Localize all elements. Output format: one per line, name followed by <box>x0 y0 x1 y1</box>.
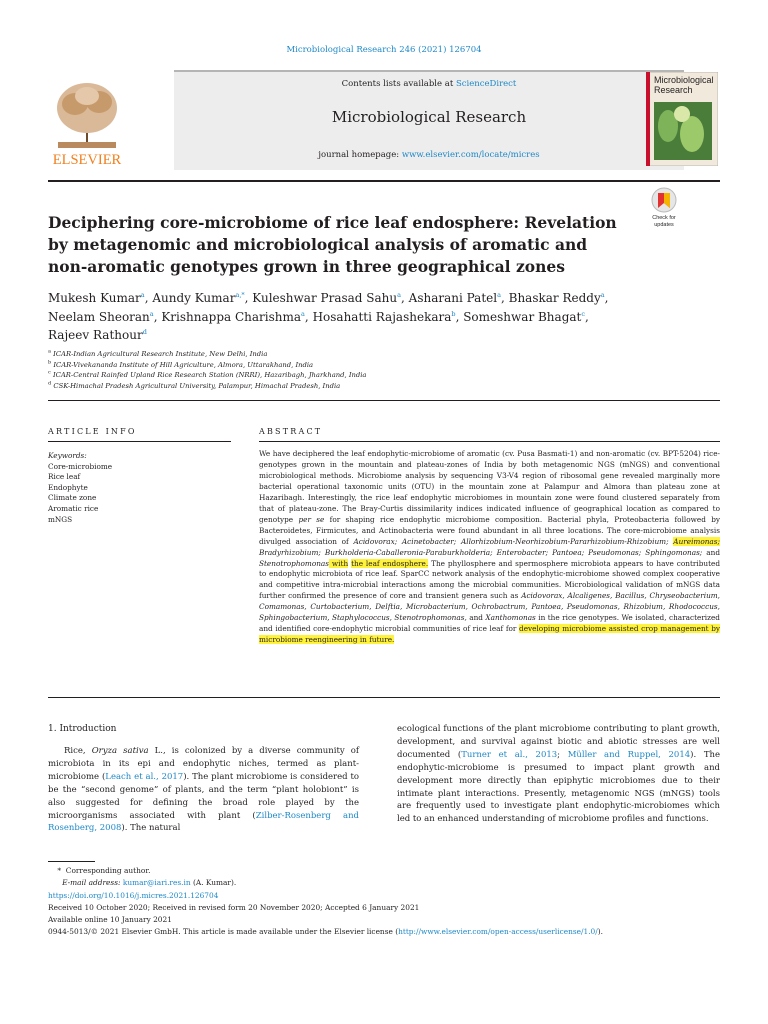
reference-link[interactable]: Müller and Ruppel, 2014 <box>567 749 691 760</box>
keywords-label: Keywords: <box>48 451 87 460</box>
contents-prefix: Contents lists available at <box>341 79 456 89</box>
bookmark-icon <box>652 188 676 212</box>
highlight-annotation: the leaf endosphere. <box>351 558 429 568</box>
author[interactable]: Hosahatti Rajashekara$^b$, <box>312 309 464 324</box>
intro-left-column: Rice, Oryza sativa L., is colonized by a diverse community of microbiota in its epi and endophytic niches, termed as plant-microbiome (Leach et al., 2017). The plant microbiome is considered to be the “second genome” of plants, and the term “plant holobiont” is also suggested for defining the broad role played by the microorganisms associated with plant (Zilber-Rosenberg and Rosenberg, 2008). The natural <box>48 746 359 834</box>
author[interactable]: Mukesh Kumar$^a$, <box>48 291 153 305</box>
footnote-rule <box>48 861 95 862</box>
cover-title-line1: Microbiological <box>654 75 714 85</box>
check-updates-label-1: Check for <box>652 215 676 221</box>
elsevier-logo[interactable] <box>48 72 126 166</box>
cover-title-line2: Research <box>654 85 693 95</box>
sciencedirect-link[interactable]: ScienceDirect <box>455 79 517 89</box>
affiliation: $^b$ ICAR-Vivekananda Institute of Hill Agriculture, Almora, Uttarakhand, India <box>48 359 314 369</box>
homepage-prefix: journal homepage: <box>318 150 402 160</box>
highlight-annotation: developing microbiome assisted crop management by microbiome reengineering in future. <box>259 624 720 645</box>
available-online: Available online 10 January 2021 <box>48 915 172 925</box>
author-list <box>48 289 678 345</box>
keyword: mNGS <box>48 514 73 524</box>
author[interactable]: Aundy Kumar$^{a,*}$, <box>152 291 253 305</box>
email-link[interactable]: kumar@iari.res.in <box>122 878 191 888</box>
journal-cover[interactable] <box>646 72 718 166</box>
reference-link[interactable]: Zilber-Rosenberg and Rosenberg, 2008 <box>48 810 359 834</box>
abstract-rule <box>259 441 720 442</box>
keyword: Endophyte <box>48 482 88 492</box>
author[interactable]: Kuleshwar Prasad Sahu$^a$, <box>252 291 409 305</box>
abstract-heading: ABSTRACT <box>259 427 323 436</box>
journal-title: Microbiological Research <box>331 108 527 126</box>
keywords-block <box>48 451 231 525</box>
keyword: Climate zone <box>48 493 97 503</box>
section-divider <box>48 400 720 401</box>
abstract-bottom-divider <box>48 697 720 698</box>
journal-header <box>48 70 720 168</box>
check-for-updates-badge[interactable] <box>642 186 686 230</box>
affiliation: $^a$ ICAR-Indian Agricultural Research Institute, New Delhi, India <box>48 348 268 358</box>
affiliation-list <box>48 349 648 391</box>
homepage-line <box>174 150 684 160</box>
elsevier-wordmark: ELSEVIER <box>52 152 122 166</box>
reference-link[interactable]: Leach et al., 2017 <box>105 771 184 782</box>
author[interactable]: Bhaskar Reddy$^a$, <box>508 291 609 305</box>
keyword: Rice leaf <box>48 472 81 482</box>
article-info-heading: ARTICLE INFO <box>48 427 137 436</box>
highlight-annotation: with <box>329 558 349 568</box>
homepage-link[interactable]: www.elsevier.com/locate/micres <box>401 150 540 160</box>
article-info-rule <box>48 441 231 442</box>
author[interactable]: Krishnappa Charishma$^a$, <box>161 309 313 324</box>
footnotes <box>48 865 720 939</box>
highlight-annotation: Aureimonas; <box>673 536 720 546</box>
intro-right-column: ecological functions of the plant microbiome contributing to plant growth, development, and survival against biotic and abiotic stresses are well documented (Turner et al., 2013; Müller and Ruppel, 2014). The endophytic-microbiome is presumed to impact plant growth and development more directly than epiphytic microbiomes due to their intimate plant interactions. Presently, metagenomic NGS (mNGS) tools are frequently used to investigate plant endophytic-microbiomes which led to an enhanced understanding of microbiome profiles and functions. <box>397 724 720 825</box>
author[interactable]: Neelam Sheoran$^a$, <box>48 309 162 324</box>
author[interactable]: Asharani Patel$^a$, <box>408 291 509 305</box>
author[interactable]: Someshwar Bhagat$^c$, <box>463 309 589 324</box>
license-note: 0944-5013/© 2021 Elsevier GmbH. This article is made available under the Elsevier license (http://www.elsevier.com/open-access/userlicense/1.0/). <box>48 927 603 937</box>
journal-citation[interactable]: Microbiological Research 246 (2021) 126704 <box>286 45 482 55</box>
reference-link[interactable]: Turner et al., 2013 <box>461 749 558 760</box>
license-link[interactable]: http://www.elsevier.com/open-access/userlicense/1.0/ <box>398 927 598 937</box>
article-title: Deciphering core-microbiome of rice leaf endosphere: Revelation by metagenomic and microbiological analysis of aromatic and non-aromatic genotypes grown in three geographical zones <box>48 213 617 276</box>
keyword: Core-microbiome <box>48 461 113 471</box>
affiliation: $^d$ CSK-Himachal Pradesh Agricultural University, Palampur, Himachal Pradesh, India <box>48 380 341 390</box>
email-note: E-mail address: kumar@iari.res.in (A. Kumar). <box>62 878 237 888</box>
intro-heading: 1. Introduction <box>48 724 117 734</box>
doi-link[interactable]: https://doi.org/10.1016/j.micres.2021.126704 <box>48 890 219 900</box>
contents-line <box>174 79 684 89</box>
received-dates: Received 10 October 2020; Received in revised form 20 November 2020; Accepted 6 January 2021 <box>48 902 420 912</box>
keyword: Aromatic rice <box>48 503 99 513</box>
author[interactable]: Rajeev Rathour$^d$ <box>48 328 147 342</box>
check-updates-label-2: updates <box>654 222 674 228</box>
affiliation: $^c$ ICAR-Central Rainfed Upland Rice Research Station (NRRI), Hazaribagh, Jharkhand, India <box>48 369 367 380</box>
header-divider <box>48 180 720 182</box>
corresponding-note: * Corresponding author. <box>48 866 151 875</box>
abstract-text: We have deciphered the leaf endophytic-microbiome of aromatic (cv. Pusa Basmati-1) and non-aromatic (cv. BPT-5204) rice-genotypes grown in the mountain and plateau-zones of India by both metagenomic NGS (mNGS) and conventional microbiological methods. Microbiome analysis by sequencing V3-V4 region of ribosomal gene revealed marginally more bacterial operational taxonomic units (OTU) in the mountain zone at Palampur and Almora than plateau zone at Hazaribagh. Interestingly, the rice leaf endophytic microbiomes in mountain zone were found clustered separately from that of plateau-zone. The Bray-Curtis dissimilarity indices indicated influence of geographical location as compared to genotype per se for shaping rice endophytic microbiome composition. Bacterial phyla, Proteobacteria followed by Bacteroidetes, Firmicutes, and Actinobacteria were found abundant in all three locations. The core-microbiome analysis divulged association of Acidovorax; Acinetobacter; Allorhizobium-Neorhizobium-Pararhizobium-Rhizobium; Aureimonas; Bradyrhizobium; Burkholderia-Caballeronia-Paraburkholderia; Enterobacter; Pantoea; Pseudomonas; Sphingomonas; and Stenotrophomonas with the leaf endosphere. The phyllosphere and spermosphere microbiota appears to have contributed to endophytic microbiota of rice leaf. SparCC network analysis of the endophytic-microbiome showed complex cooperative and competitive intra-microbial interactions among the microbial communities. Microbiological validation of mNGS data further confirmed the presence of core and transient genera such as Acidovorax, Alcaligenes, Bacillus, Chryseobacterium, Comamonas, Curtobacterium, Delftia, Microbacterium, Ochrobactrum, Pantoea, Pseudomonas, Rhizobium, Rhodococcus, Sphingobacterium, Staphylococcus, Stenotrophomonas, and Xanthomonas in the rice genotypes. We isolated, characterized and identified core-endophytic microbial communities of rice leaf for developing microbiome assisted crop management by microbiome reengineering in future. <box>259 449 721 645</box>
